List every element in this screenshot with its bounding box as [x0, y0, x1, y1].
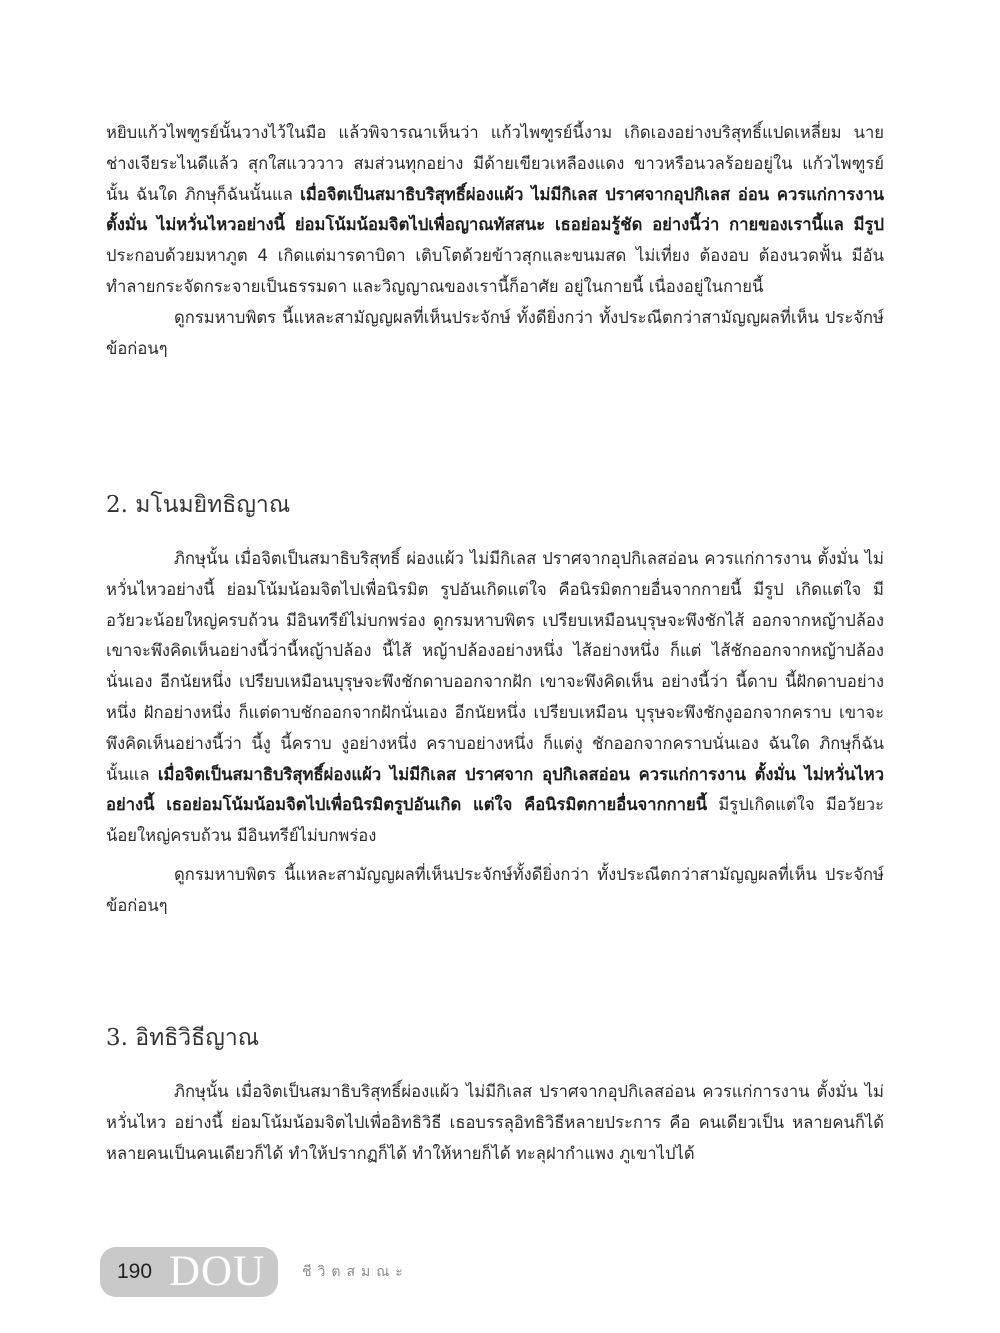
- page-footer: [100, 1247, 409, 1297]
- page-badge: [100, 1247, 278, 1297]
- s2-p1-bold-1: เมื่อจิตเป็นสมาธิบริสุทธิ์ผ่องแผ้ว ไม่มีกิเลส ปราศจาก อุปกิเลสอ่อน ควรแก่การงาน ตั้งมั่น ไม่หวั่นไหว อย่างนี้ เธอย่อมโน้มน้อมจิตไปเพื่อนิรมิตรูปอันเกิด แต่ใจ คือนิรมิตกายอื่นจากกายนี้: [106, 764, 885, 815]
- section-2-body: [106, 544, 884, 922]
- dou-logo: DOU: [169, 1248, 266, 1295]
- s2-p1-text-1: ภิกษุนั้น เมื่อจิตเป็นสมาธิบริสุทธิ์ ผ่องแผ้ว ไม่มีกิเลส ปราศจากอุปกิเลสอ่อน ควรแก่การงาน ตั้งมั่น ไม่หวั่นไหวอย่างนี้ ย่อมโน้มน้อมจิตไปเพื่อนิรมิต รูปอันเกิดแต่ใจ คือนิรมิตกายอื่นจากกายนี้ มีรูป เกิดแต่ใจ มีอวัยวะน้อยใหญ่ครบถ้วน มีอินทรีย์ไม่บกพร่อง ดูกรมหาบพิตร เปรียบเหมือนบุรุษจะพึงชักไส้ ออกจากหญ้าปล้อง เขาจะพึงคิดเห็นอย่างนี้ว่านี้หญ้าปล้อง นี้ไส้ หญ้าปล้องอย่างหนึ่ง ไส้อย่างหนึ่ง ก็แต่ ไส้ชักออกจากหญ้าปล้องนั่นเอง อีกนัยหนึ่ง เปรียบเหมือนบุรุษจะพึงชักดาบออกจากฝัก เขาจะพึงคิดเห็น อย่างนี้ว่า นี้ดาบ นี้ฝักดาบอย่างหนึ่ง ฝักอย่างหนึ่ง ก็แต่ดาบชักออกจากฝักนั่นเอง อีกนัยหนึ่ง เปรียบเหมือน บุรุษจะพึงชักงูออกจากคราบ เขาจะพึงคิดเห็นอย่างนี้ว่า นี้งู นี้คราบ งูอย่างหนึ่ง คราบอย่างหนึ่ง ก็แต่งู ชักออกจากคราบนั่นเอง ฉันใด ภิกษุก็ฉันนั้นแล: [106, 549, 884, 784]
- s2-p2-text: ดูกรมหาบพิตร นี้แหละสามัญญผลที่เห็นประจักษ์ทั้งดียิ่งกว่า ทั้งประณีตกว่าสามัญญผลที่เห็น ประจักษ์ข้อก่อนๆ: [106, 864, 884, 915]
- intro-paragraph-1: [106, 118, 884, 303]
- section-2-heading: 2. มโนมยิทธิญาณ: [106, 492, 291, 518]
- s3-p1-text: ภิกษุนั้น เมื่อจิตเป็นสมาธิบริสุทธิ์ผ่องแผ้ว ไม่มีกิเลส ปราศจากอุปกิเลสอ่อน ควรแก่การงาน ตั้งมั่น ไม่หวั่นไหว อย่างนี้ ย่อมโน้มน้อมจิตไปเพื่ออิทธิวิธี เธอบรรลุอิทธิวิธีหลายประการ คือ คนเดียวเป็น หลายคนก็ได้ หลายคนเป็นคนเดียวก็ได้ ทำให้ปรากฏก็ได้ ทำให้หายก็ได้ ทะลุฝากำแพง ภูเขาไปได้: [106, 1082, 884, 1163]
- intro-p1-bold-1: เมื่อจิตเป็นสมาธิบริสุทธิ์ผ่องแผ้ว ไม่มีกิเลส ปราศจากอุปกิเลส อ่อน ควรแก่การงาน ตั้งมั่น ไม่หวั่นไหวอย่างนี้ ย่อมโน้มน้อมจิตไปเพื่อญาณทัสสนะ เธอย่อมรู้ชัด อย่างนี้ว่า กายของเรานี้แล มีรูป: [106, 184, 885, 235]
- section-2-paragraph-2: [106, 860, 884, 922]
- intro-p1-text-2: ประกอบด้วยมหาภูต 4 เกิดแต่มารดาบิดา เติบโตด้วยข้าวสุกและขนมสด ไม่เที่ยง ต้องอบ ต้องนวดฟั้น มีอันทำลายกระจัดกระจายเป็นธรรมดา และวิญญาณของเรานี้ก็อาศัย อยู่ในกายนี้ เนื่องอยู่ในกายนี้: [106, 246, 884, 296]
- section-3-paragraph-1: [106, 1077, 884, 1169]
- intro-p1-text-1: หยิบแก้วไพฑูรย์นั้นวางไว้ในมือ แล้วพิจารณาเห็นว่า แก้วไพฑูรย์นี้งาม เกิดเองอย่างบริสุทธิ์แปดเหลี่ยม นายช่างเจียระไนดีแล้ว สุกใสแวววาว สมส่วนทุกอย่าง มีด้ายเขียวเหลืองแดง ขาวหรือนวลร้อยอยู่ใน แก้วไพฑูรย์นั้น ฉันใด ภิกษุก็ฉันนั้นแล: [106, 123, 884, 204]
- section-3-heading: 3. อิทธิวิธีญาณ: [106, 1025, 260, 1051]
- section-3-body: [106, 1077, 884, 1169]
- intro-p2-text: ดูกรมหาบพิตร นี้แหละสามัญญผลที่เห็นประจักษ์ ทั้งดียิ่งกว่า ทั้งประณีตกว่าสามัญญผลที่เห็น ประจักษ์ข้อก่อนๆ: [106, 307, 884, 358]
- page-number: 190: [117, 1260, 153, 1283]
- intro-block: [106, 118, 884, 364]
- intro-paragraph-2: [106, 303, 884, 365]
- book-title: ชีวิตสมณะ: [302, 1264, 409, 1280]
- section-2-paragraph-1: [106, 544, 884, 852]
- s2-p1-text-2: มีรูปเกิดแต่ใจ มีอวัยวะน้อยใหญ่ครบถ้วน มีอินทรีย์ไม่บกพร่อง: [106, 795, 884, 846]
